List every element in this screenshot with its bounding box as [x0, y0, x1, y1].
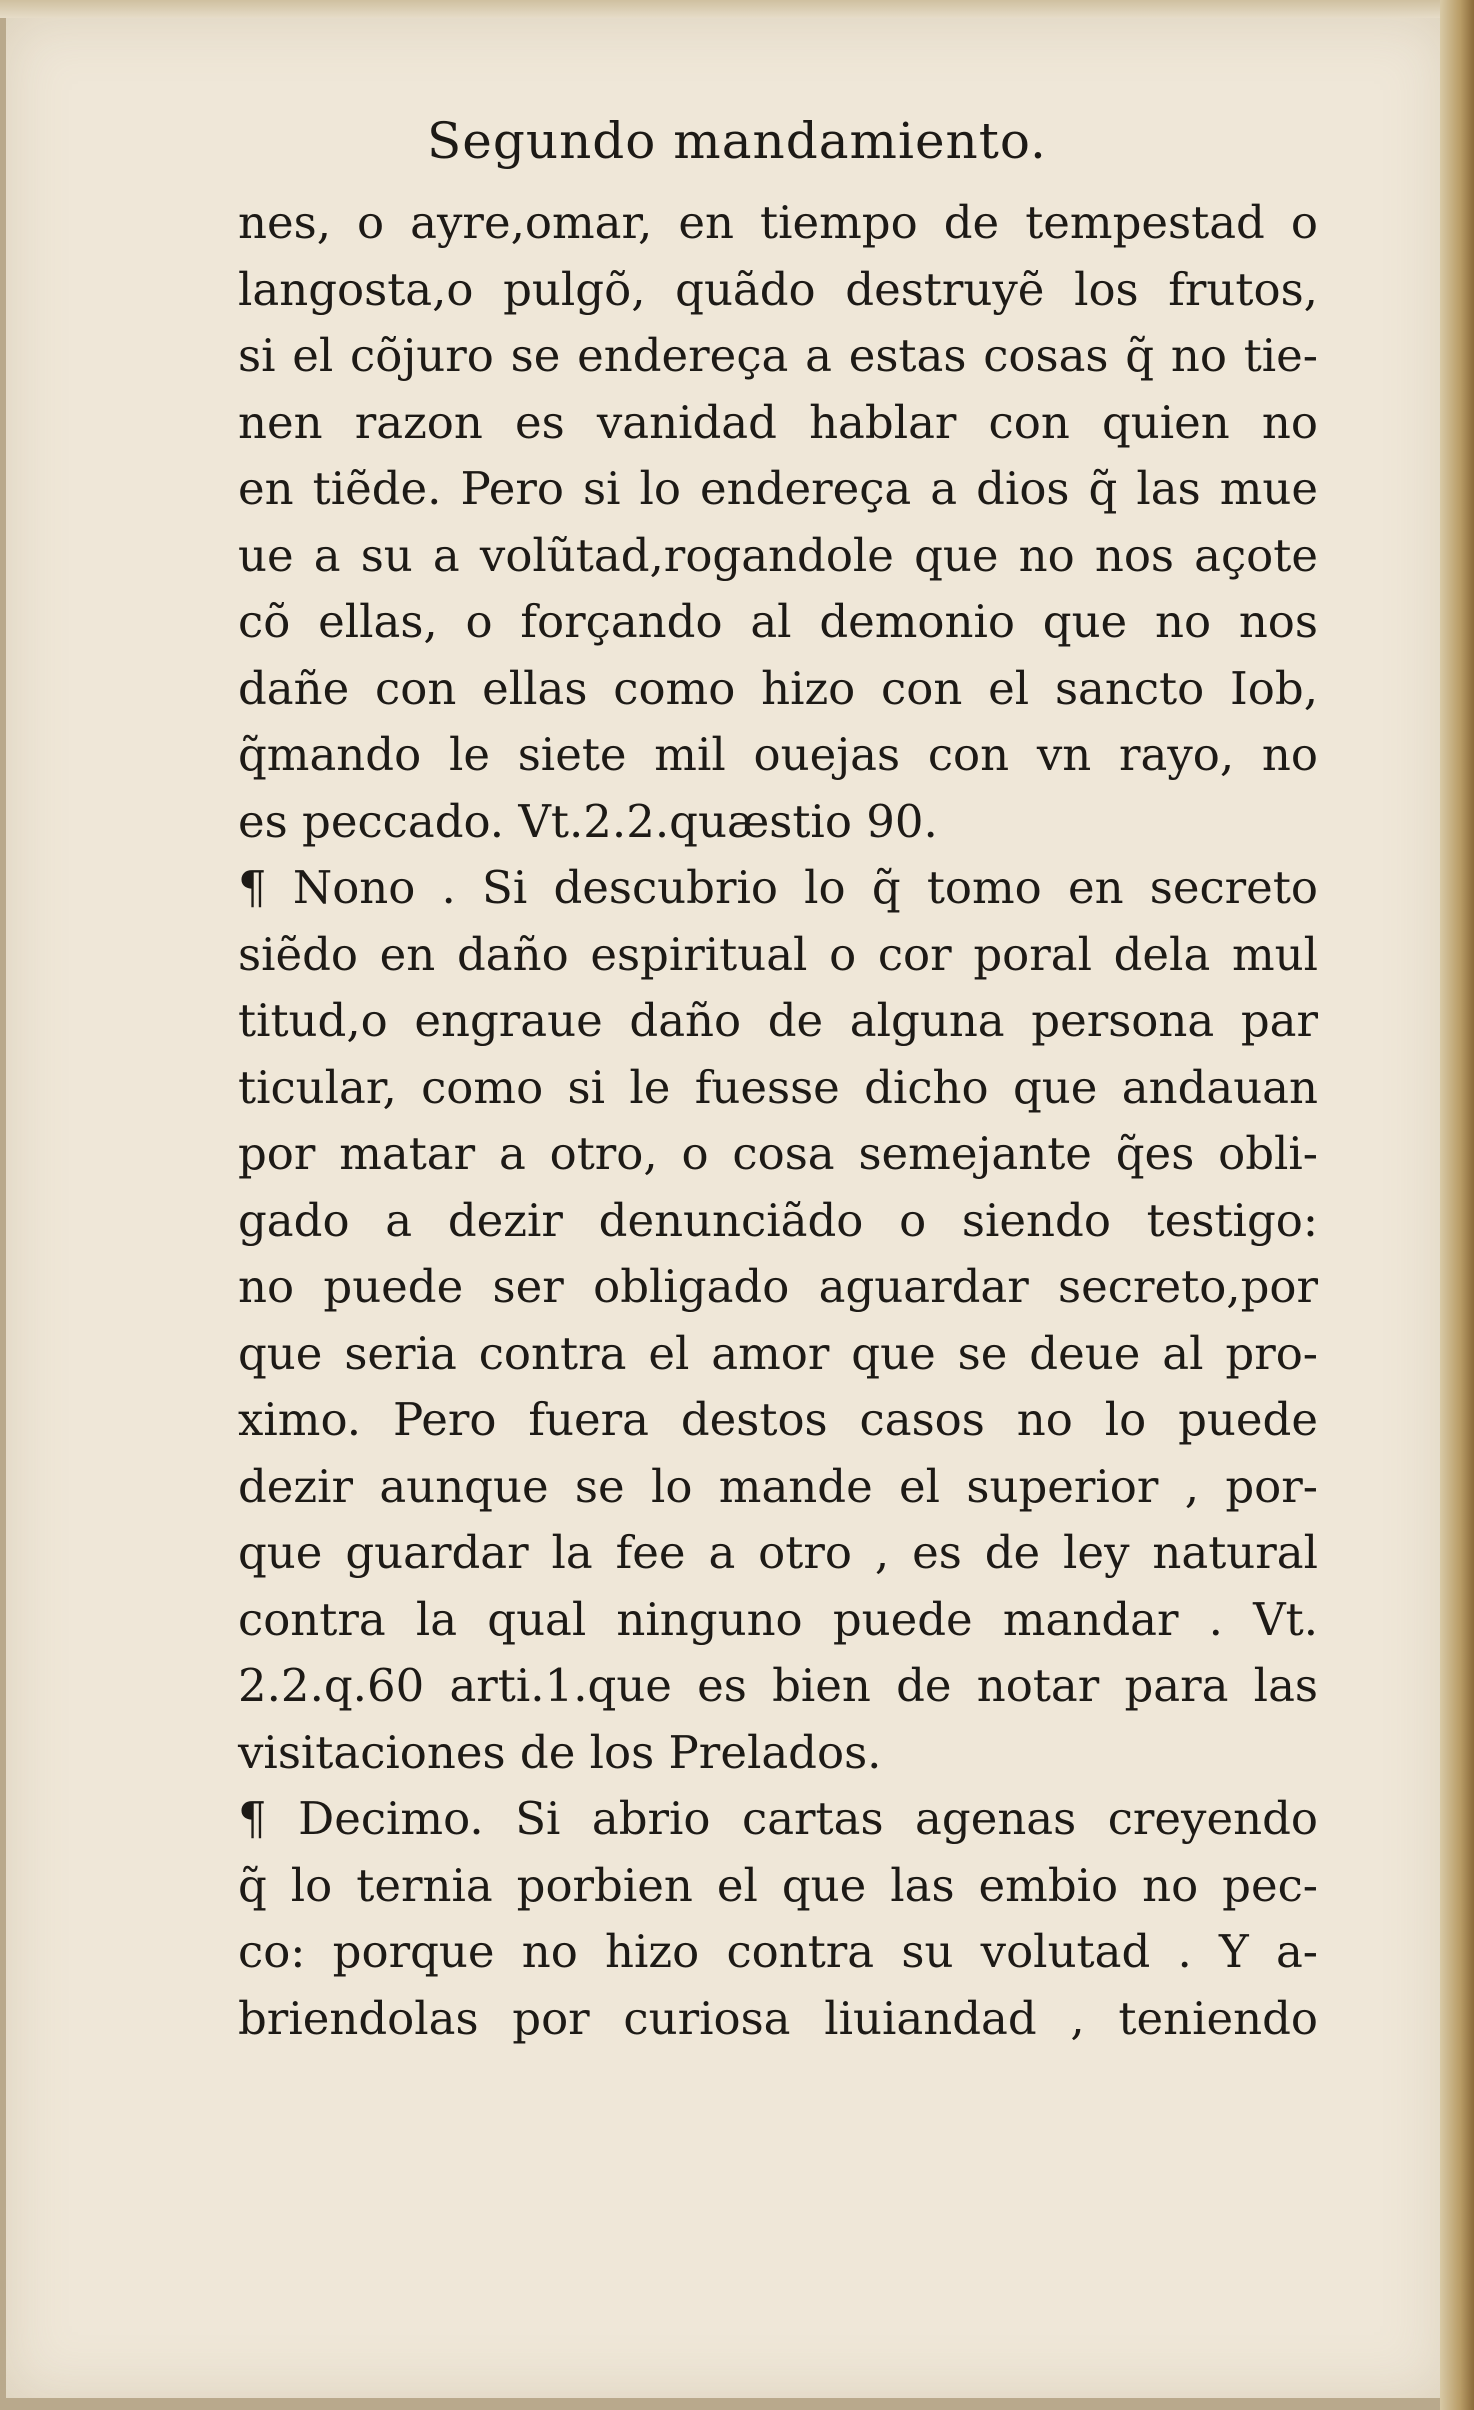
text-line: si el cõjuro se endereça a estas cosas q̃ no tie-: [238, 329, 1318, 382]
text-line: en tiẽde. Pero si lo endereça a dios q̃ las mue: [238, 462, 1318, 515]
page-top-edge: [0, 0, 1474, 18]
text-line: que seria contra el amor que se deue al pro-: [238, 1326, 1318, 1380]
text-line: co: porque no hizo contra su volutad . Y a-: [238, 1925, 1318, 1978]
page-binding-edge: [1440, 0, 1474, 2410]
text-line: nes, o ayre,omar, en tiempo de tempestad o: [238, 196, 1318, 249]
text-line: ue a su a volũtad,rogandole que no nos açote: [238, 528, 1318, 582]
text-line: 2.2.q.60 arti.1.que es bien de notar para las: [238, 1659, 1318, 1712]
paragraph-decimo-start: ¶ Decimo. Si abrio cartas agenas creyendo: [238, 1792, 1318, 1845]
text-line: por matar a otro, o cosa semejante q̃es obli-: [238, 1127, 1318, 1180]
text-line: nen razon es vanidad hablar con quien no: [238, 395, 1318, 449]
text-line: langosta,o pulgõ, quãdo destruyẽ los frutos,: [238, 262, 1318, 316]
text-line: siẽdo en daño espiritual o cor poral dela mul: [238, 927, 1318, 981]
text-line: dezir aunque se lo mande el superior , por-: [238, 1459, 1318, 1513]
text-line: no puede ser obligado aguardar secreto,por: [238, 1260, 1318, 1313]
text-line: briendolas por curiosa liuiandad , teniendo: [238, 1991, 1318, 2045]
text-line: q̃mando le siete mil ouejas con vn rayo, no: [238, 728, 1318, 781]
text-line: ximo. Pero fuera destos casos no lo puede: [238, 1393, 1318, 1446]
running-header: Segundo mandamiento.: [427, 112, 1047, 170]
paragraph-nono-start: ¶ Nono . Si descubrio lo q̃ tomo en secreto: [238, 861, 1318, 914]
text-line: cõ ellas, o forçando al demonio que no nos: [238, 595, 1318, 648]
text-line: visitaciones de los Prelados.: [238, 1725, 882, 1779]
text-line: es peccado. Vt.2.2.quæstio 90.: [238, 794, 938, 848]
text-line: que guardar la fee a otro , es de ley natural: [238, 1526, 1318, 1579]
text-line: ticular, como si le fuesse dicho que andauan: [238, 1060, 1318, 1114]
text-line: q̃ lo ternia porbien el que las embio no pec-: [238, 1858, 1318, 1912]
text-line: contra la qual ninguno puede mandar . Vt.: [238, 1592, 1318, 1646]
body-text: [238, 190, 1318, 2052]
text-line: gado a dezir denunciãdo o siendo testigo:: [238, 1193, 1318, 1247]
text-line: titud,o engraue daño de alguna persona par: [238, 994, 1318, 1047]
text-line: dañe con ellas como hizo con el sancto Iob,: [238, 661, 1318, 715]
